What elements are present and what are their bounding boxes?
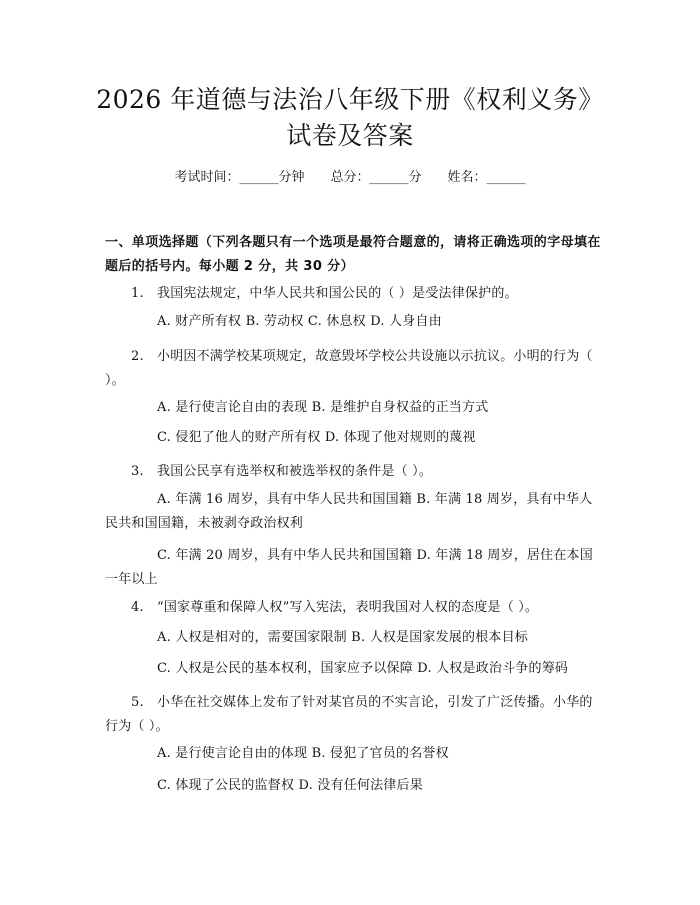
student-name-label: 姓名：______: [447, 170, 526, 185]
question-stem: 我国宪法规定，中华人民共和国公民的（ ）是受法律保护的。: [157, 286, 518, 301]
question-4: [105, 596, 605, 620]
question-2: [105, 345, 605, 393]
question-stem: 小明因不满学校某项规定，故意毁坏学校公共设施以示抗议。小明的行为（ ）。: [105, 349, 593, 388]
question-stem: “国家尊重和保障人权”写入宪法，表明我国对人权的态度是（ ）。: [157, 600, 539, 615]
question-number: 5.: [131, 695, 144, 710]
question-3-options-cd: C. 年满 20 周岁，具有中华人民共和国国籍 D. 年满 18 周岁，居住在本国一年以上: [105, 548, 593, 587]
total-score-label: 总分：______分: [330, 170, 422, 185]
page-title-line2: 试卷及答案: [286, 121, 414, 150]
question-4-options-cd: C. 人权是公民的基本权利，国家应予以保障 D. 人权是政治斗争的筹码: [157, 661, 569, 676]
question-number: 4.: [131, 600, 144, 615]
question-2-options-cd: C. 侵犯了他人的财产所有权 D. 体现了他对规则的蔑视: [157, 430, 476, 445]
section-heading: 一、单项选择题（下列各题只有一个选项是最符合题意的，请将正确选项的字母填在题后的括号内。每小题 2 分，共 30 分）: [105, 235, 601, 274]
question-5-options-ab: A. 是行使言论自由的体现 B. 侵犯了官员的名誉权: [157, 746, 449, 761]
page-title-line1: 2026 年道德与法治八年级下册《权利义务》: [96, 85, 604, 114]
question-3: [105, 460, 605, 484]
exam-meta: [0, 168, 700, 188]
question-3-options-ab: A. 年满 16 周岁，具有中华人民共和国国籍 B. 年满 18 周岁，具有中华人民共和国国籍，未被剥夺政治权利: [105, 492, 593, 531]
question-5-options-cd: C. 体现了公民的监督权 D. 没有任何法律后果: [157, 778, 423, 793]
question-1-options: A. 财产所有权 B. 劳动权 C. 休息权 D. 人身自由: [157, 314, 442, 329]
question-4-options-ab: A. 人权是相对的，需要国家限制 B. 人权是国家发展的根本目标: [157, 630, 529, 645]
question-number: 1.: [131, 286, 144, 301]
question-stem: 小华在社交媒体上发布了针对某官员的不实言论，引发了广泛传播。小华的行为（ ）。: [105, 695, 593, 734]
question-number: 2.: [131, 349, 144, 364]
question-number: 3.: [131, 464, 144, 479]
question-1: [105, 282, 605, 306]
exam-time-label: 考试时间：______分钟: [174, 170, 305, 185]
question-5: [105, 691, 605, 739]
question-2-options-ab: A. 是行使言论自由的表现 B. 是维护自身权益的正当方式: [157, 400, 489, 415]
question-stem: 我国公民享有选举权和被选举权的条件是（ ）。: [157, 464, 433, 479]
